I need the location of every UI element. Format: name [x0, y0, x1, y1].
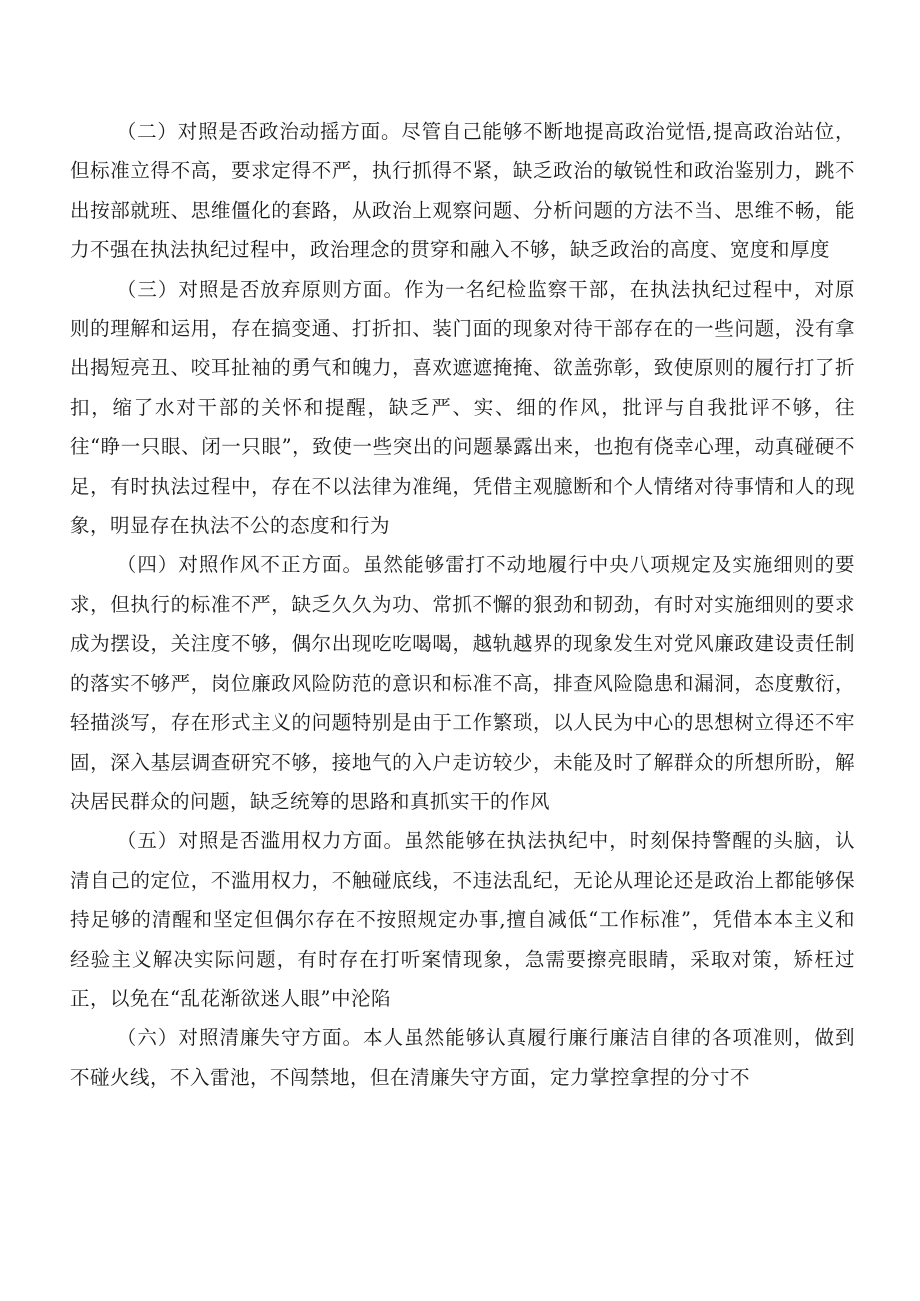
document-body: [70, 112, 855, 1097]
paragraph-political-stance: （二）对照是否政治动摇方面。尽管自己能够不断地提高政治觉悟,提高政治站位，但标准立得不高，要求定得不严，执行抓得不紧，缺乏政治的敏锐性和政治鉴别力，跳不出按部就班、思维僵化的套路，从政治上观察问题、分析问题的方法不当、思维不畅，能力不强在执法执纪过程中，政治理念的贯穿和融入不够，缺乏政治的高度、宽度和厚度: [70, 120, 855, 262]
paragraph-integrity: （六）对照清廉失守方面。本人虽然能够认真履行廉行廉洁自律的各项准则，做到不碰火线，不入雷池，不闯禁地，但在清廉失守方面，定力掌控拿捏的分寸不: [70, 1026, 855, 1089]
paragraph-work-style: （四）对照作风不正方面。虽然能够雷打不动地履行中央八项规定及实施细则的要求，但执行的标准不严，缺乏久久为功、常抓不懈的狠劲和韧劲，有时对实施细则的要求成为摆设，关注度不够，偶尔出现吃吃喝喝，越轨越界的现象发生对党风廉政建设责任制的落实不够严，岗位廉政风险防范的意识和标准不高，排查风险隐患和漏洞，态度敷衍，轻描淡写，存在形式主义的问题特别是由于工作繁琐，以人民为中心的思想树立得还不牢固，深入基层调查研究不够，接地气的入户走访较少，未能及时了解群众的所想所盼，解决居民群众的问题，缺乏统筹的思路和真抓实干的作风: [70, 553, 855, 813]
paragraph-principles: （三）对照是否放弃原则方面。作为一名纪检监察干部，在执法执纪过程中，对原则的理解和运用，存在搞变通、打折扣、装门面的现象对待干部存在的一些问题，没有拿出揭短亮丑、咬耳扯袖的勇气和魄力，喜欢遮遮掩掩、欲盖弥彰，致使原则的履行打了折扣，缩了水对干部的关怀和提醒，缺乏严、实、细的作风，批评与自我批评不够，往往“睁一只眼、闭一只眼”，致使一些突出的问题暴露出来，也抱有侥幸心理，动真碰硬不足，有时执法过程中，存在不以法律为准绳，凭借主观臆断和个人情绪对待事情和人的现象，明显存在执法不公的态度和行为: [70, 277, 855, 538]
paragraph-power-abuse: （五）对照是否滥用权力方面。虽然能够在执法执纪中，时刻保持警醒的头脑，认清自己的定位，不滥用权力，不触碰底线，不违法乱纪，无论从理论还是政治上都能够保持足够的清醒和坚定但偶尔存在不按照规定办事,擅自减低“工作标准”，凭借本本主义和经验主义解决实际问题，有时存在打听案情现象，急需要擦亮眼睛，采取对策，矫枉过正，以免在“乱花渐欲迷人眼”中沦陷: [70, 829, 855, 1010]
